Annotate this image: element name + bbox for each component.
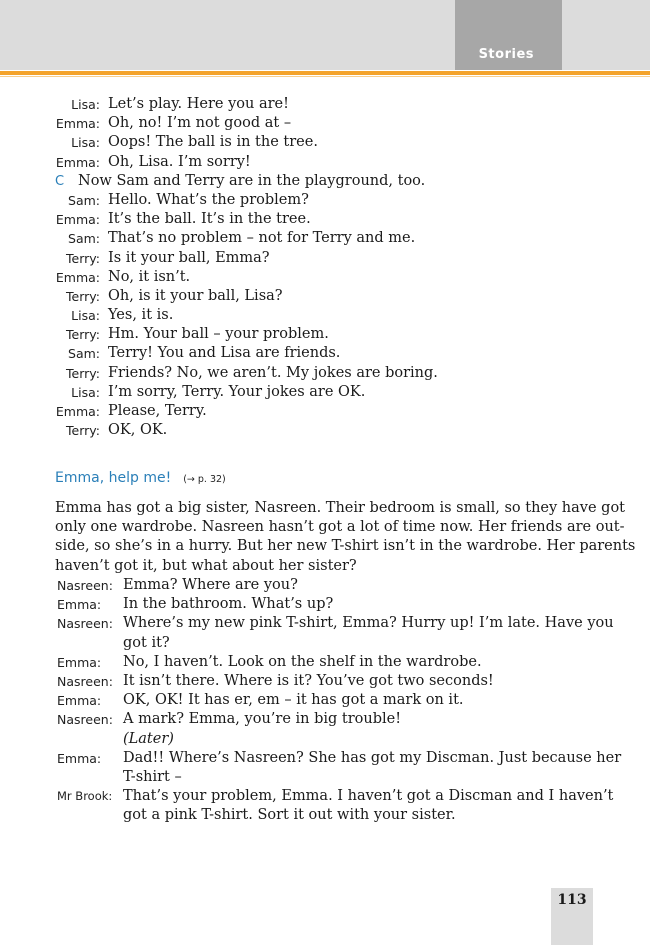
section-marker: C — [55, 173, 65, 189]
page-number: 113 — [557, 892, 587, 908]
dialogue-line — [0, 306, 650, 325]
speaker-name: Mr Brook: — [57, 789, 113, 804]
speaker-name: Lisa: — [71, 384, 100, 400]
dialogue-line — [0, 268, 650, 287]
speaker-name: Lisa: — [71, 135, 100, 151]
stage-direction: (Later) — [123, 730, 174, 747]
dialogue-text: Hello. What’s the problem? — [108, 191, 309, 208]
dialogue-line — [0, 344, 650, 363]
dialogue-line — [0, 421, 650, 440]
stage-direction: Now Sam and Terry are in the playground, too. — [78, 172, 426, 189]
section-tab — [455, 0, 562, 70]
dialogue-text-line: got it? — [123, 634, 170, 651]
intro-line: haven’t got it, but what about her sister? — [55, 557, 357, 574]
intro-line: only one wardrobe. Nasreen hasn’t got a lot of time now. Her friends are out- — [55, 519, 625, 536]
story-intro — [55, 499, 636, 576]
dialogue-text: Is it your ball, Emma? — [108, 249, 270, 266]
dialogue-line — [0, 114, 650, 133]
section-label: Stories — [478, 47, 534, 62]
speaker-name: Terry: — [66, 365, 100, 381]
dialogue-text: That’s no problem – not for Terry and me. — [108, 230, 416, 247]
orange-rule — [0, 71, 650, 75]
speaker-name: Nasreen: — [57, 674, 113, 690]
speaker-name: Sam: — [68, 231, 100, 247]
speaker-name: Emma: — [57, 597, 102, 613]
speaker-name: Nasreen: — [57, 578, 113, 593]
page-reference: (→ p. 32) — [183, 474, 226, 485]
speaker-name: Emma: — [57, 750, 102, 766]
dialogue-emma-help-me — [0, 576, 650, 826]
dialogue-text: Yes, it is. — [108, 307, 174, 324]
speaker-name: Nasreen: — [57, 712, 113, 728]
dialogue-text: No, it isn’t. — [108, 268, 191, 285]
dialogue-line — [0, 191, 650, 210]
speaker-name: Lisa: — [71, 308, 100, 324]
speaker-name: Nasreen: — [57, 616, 113, 632]
dialogue-line — [0, 595, 650, 614]
dialogue-text-line: It isn’t there. Where is it? You’ve got two seconds! — [123, 673, 494, 690]
speaker-name: Sam: — [68, 346, 100, 362]
orange-rule-thin — [0, 76, 650, 77]
dialogue-text: Oops! The ball is in the tree. — [108, 134, 318, 151]
dialogue-line — [0, 749, 650, 787]
dialogue-text: I’m sorry, Terry. Your jokes are OK. — [108, 383, 366, 400]
dialogue-text-line: Emma? Where are you? — [123, 577, 298, 593]
dialogue-text-line: No, I haven’t. Look on the shelf in the wardrobe. — [123, 653, 482, 670]
dialogue-line — [0, 210, 650, 229]
dialogue-line — [0, 383, 650, 402]
speaker-name: Emma: — [55, 269, 100, 285]
dialogue-text-line: That’s your problem, Emma. I haven’t got a Discman and I haven’t — [123, 788, 614, 805]
dialogue-text-line: T-shirt – — [123, 769, 182, 786]
speaker-name: Emma: — [57, 654, 102, 670]
dialogue-text: Friends? No, we aren’t. My jokes are boring. — [108, 364, 438, 381]
dialogue-line — [0, 653, 650, 672]
dialogue-text-line: Where’s my new pink T-shirt, Emma? Hurry up! I’m late. Have you — [123, 615, 614, 632]
dialogue-line — [0, 325, 650, 344]
speaker-name: Emma: — [57, 693, 102, 709]
dialogue-text — [123, 672, 583, 691]
dialogue-text — [123, 691, 583, 710]
dialogue-line — [0, 153, 650, 172]
intro-line: Emma has got a big sister, Nasreen. Their bedroom is small, so they have got — [55, 500, 626, 516]
dialogue-line — [0, 691, 650, 710]
dialogue-text-line: got a pink T-shirt. Sort it out with your sister. — [123, 807, 456, 824]
dialogue-line — [0, 614, 650, 652]
dialogue-part-c — [0, 95, 650, 440]
dialogue-line — [0, 364, 650, 383]
dialogue-text: Please, Terry. — [108, 403, 207, 419]
dialogue-line — [0, 402, 650, 421]
story-title: Emma, help me! — [55, 470, 172, 486]
dialogue-text-line: In the bathroom. What’s up? — [123, 596, 334, 613]
dialogue-line — [0, 672, 650, 691]
dialogue-text — [123, 710, 583, 748]
dialogue-text: Oh, is it your ball, Lisa? — [108, 287, 283, 304]
dialogue-text: Let’s play. Here you are! — [108, 96, 289, 112]
speaker-name: Emma: — [55, 404, 100, 419]
dialogue-line — [0, 576, 650, 595]
dialogue-text — [123, 749, 622, 787]
speaker-name: Emma: — [55, 116, 100, 132]
dialogue-text — [123, 787, 614, 825]
dialogue-text: It’s the ball. It’s in the tree. — [108, 211, 311, 228]
dialogue-line — [0, 287, 650, 306]
dialogue-line — [0, 133, 650, 152]
speaker-name: Lisa: — [71, 97, 100, 112]
dialogue-line — [0, 710, 650, 748]
dialogue-text: Oh, Lisa. I’m sorry! — [108, 153, 251, 170]
dialogue-text: OK, OK. — [108, 422, 168, 439]
dialogue-text: Terry! You and Lisa are friends. — [108, 345, 341, 362]
dialogue-line — [0, 172, 650, 191]
dialogue-line — [0, 249, 650, 268]
dialogue-text-line: OK, OK! It has er, em – it has got a mark on it. — [123, 692, 464, 709]
speaker-name: Emma: — [55, 212, 100, 228]
dialogue-line — [0, 229, 650, 248]
speaker-name: Terry: — [66, 250, 100, 266]
dialogue-text-line: A mark? Emma, you’re in big trouble! — [123, 711, 402, 728]
story-heading — [55, 470, 226, 486]
dialogue-line — [0, 787, 650, 825]
dialogue-text: Hm. Your ball – your problem. — [108, 326, 329, 343]
dialogue-line — [0, 95, 650, 114]
speaker-name: Terry: — [66, 327, 100, 343]
dialogue-text — [123, 595, 583, 614]
dialogue-text — [123, 653, 583, 672]
dialogue-text-line: Dad!! Where’s Nasreen? She has got my Discman. Just because her — [123, 749, 622, 766]
page-number-box — [551, 888, 593, 945]
speaker-name: Sam: — [68, 192, 100, 208]
intro-line: side, so she’s in a hurry. But her new T-shirt isn’t in the wardrobe. Her parents — [55, 538, 636, 555]
speaker-name: Emma: — [55, 154, 100, 170]
dialogue-text: Oh, no! I’m not good at – — [108, 115, 292, 132]
dialogue-text — [123, 576, 583, 595]
dialogue-text — [123, 614, 614, 652]
speaker-name: Terry: — [66, 423, 100, 439]
speaker-name: Terry: — [66, 288, 100, 304]
